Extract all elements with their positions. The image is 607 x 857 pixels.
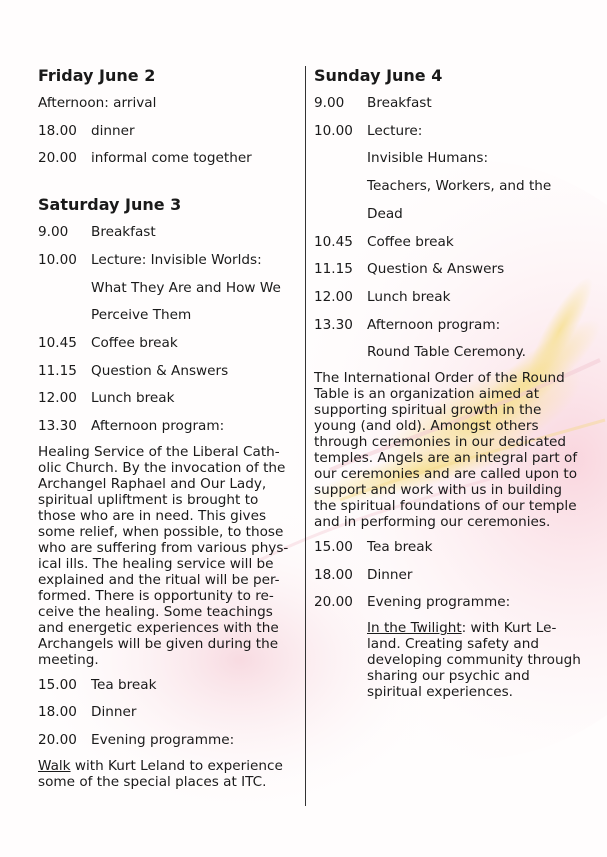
schedule-row <box>38 672 296 700</box>
activity: Breakfast <box>367 95 432 111</box>
twilight-description <box>367 620 584 700</box>
schedule-row <box>38 413 296 441</box>
activity: Afternoon program: <box>367 316 501 333</box>
activity: Lunch break <box>91 390 175 407</box>
activity: Breakfast <box>91 224 156 241</box>
time: 18.00 <box>38 122 77 139</box>
time: 20.00 <box>38 732 77 749</box>
lecture-continuation: Invisible Humans: <box>367 150 489 167</box>
activity: Evening programme: <box>91 732 235 749</box>
time: 18.00 <box>314 566 353 583</box>
activity: Question & Answers <box>367 261 505 278</box>
schedule-row <box>314 284 584 312</box>
time: 10.00 <box>314 122 353 139</box>
activity: Afternoon program: <box>91 418 225 435</box>
schedule-row <box>314 312 584 340</box>
walk-text: with Kurt Leland to experience some of the special places at ITC. <box>38 757 283 790</box>
activity: Dinner <box>91 704 137 721</box>
time: 10.45 <box>314 233 353 250</box>
time: 10.45 <box>38 334 77 351</box>
time: 9.00 <box>314 95 345 111</box>
sunday-heading: Sunday June 4 <box>314 66 443 85</box>
lecture-continuation: Perceive Them <box>91 307 192 324</box>
activity: Lecture: Invisible Worlds: <box>91 251 262 268</box>
schedule-row <box>38 247 296 275</box>
schedule-row <box>38 385 296 413</box>
schedule-row <box>314 90 584 118</box>
schedule-row <box>38 727 296 755</box>
schedule-row <box>38 145 296 173</box>
time: 20.00 <box>314 594 353 611</box>
time: 20.00 <box>38 150 77 167</box>
schedule-row <box>314 256 584 284</box>
left-column <box>38 62 296 794</box>
lecture-continuation: Teachers, Workers, and the <box>367 178 552 195</box>
activity: Lecture: <box>367 122 423 139</box>
activity: Question & Answers <box>91 362 229 379</box>
walk-link[interactable]: Walk <box>38 757 71 774</box>
time: 18.00 <box>38 704 77 721</box>
time: 9.00 <box>38 224 69 241</box>
activity: informal come together <box>91 150 252 167</box>
activity: Lunch break <box>367 288 451 305</box>
activity: Coffee break <box>91 334 178 351</box>
activity: Dinner <box>367 566 413 583</box>
activity: Evening programme: <box>367 594 511 611</box>
right-column <box>314 62 584 704</box>
twilight-link[interactable]: In the Twilight <box>367 620 462 637</box>
schedule-row <box>38 358 296 386</box>
schedule-row <box>38 699 296 727</box>
time: 10.00 <box>38 251 77 268</box>
time: 15.00 <box>314 539 353 556</box>
activity: dinner <box>91 122 135 139</box>
time: 12.00 <box>314 288 353 305</box>
activity: Coffee break <box>367 233 454 250</box>
healing-service-description: Healing Service of the Liberal Cath-olic Church. By the invocation of the Archangel Raphael and Our Lady, spiritual upliftment is brought to those who are in need. This gives some relief, when possible, to those who are suffering from various phys-ical ills. The healing service will be explained and the ritual will be per-formed. There is opportunity to re-ceive the healing. Some teachings and energetic experiences with the Archangels will be given during the meeting. <box>38 443 289 668</box>
lecture-continuation: What They Are and How We <box>91 279 281 296</box>
time: 11.15 <box>38 362 77 379</box>
schedule-row <box>38 118 296 146</box>
schedule-row <box>314 229 584 257</box>
walk-description <box>38 758 296 790</box>
time: 12.00 <box>38 390 77 407</box>
schedule-row <box>314 118 584 146</box>
round-table-description: The International Order of the Round Table is an organization aimed at supporting spiritual growth in the young (and old). Amongst others through ceremonies in our dedicated temples. Angels are an integral part of our ceremonies and are called upon to support and work with us in building the spiritual foundations of our temple and in performing our ceremonies. <box>314 370 578 531</box>
activity: Tea break <box>367 539 433 556</box>
arrival-line: Afternoon: arrival <box>38 95 157 111</box>
time: 13.30 <box>38 418 77 435</box>
lecture-continuation: Dead <box>367 205 403 222</box>
activity: Tea break <box>91 676 157 693</box>
time: 15.00 <box>38 676 77 693</box>
schedule-row <box>314 589 584 617</box>
saturday-heading: Saturday June 3 <box>38 195 182 215</box>
twilight-text: : with Kurt Le-land. Creating safety and developing community through sharing our psychic and spiritual experiences. <box>367 620 581 701</box>
schedule-row <box>38 219 296 247</box>
time: 13.30 <box>314 316 353 333</box>
friday-heading: Friday June 2 <box>38 66 156 85</box>
ceremony-line: Round Table Ceremony. <box>367 344 526 361</box>
schedule-row <box>38 330 296 358</box>
schedule-row <box>314 562 584 590</box>
time: 11.15 <box>314 261 353 278</box>
schedule-row <box>314 534 584 562</box>
column-divider <box>305 66 306 806</box>
